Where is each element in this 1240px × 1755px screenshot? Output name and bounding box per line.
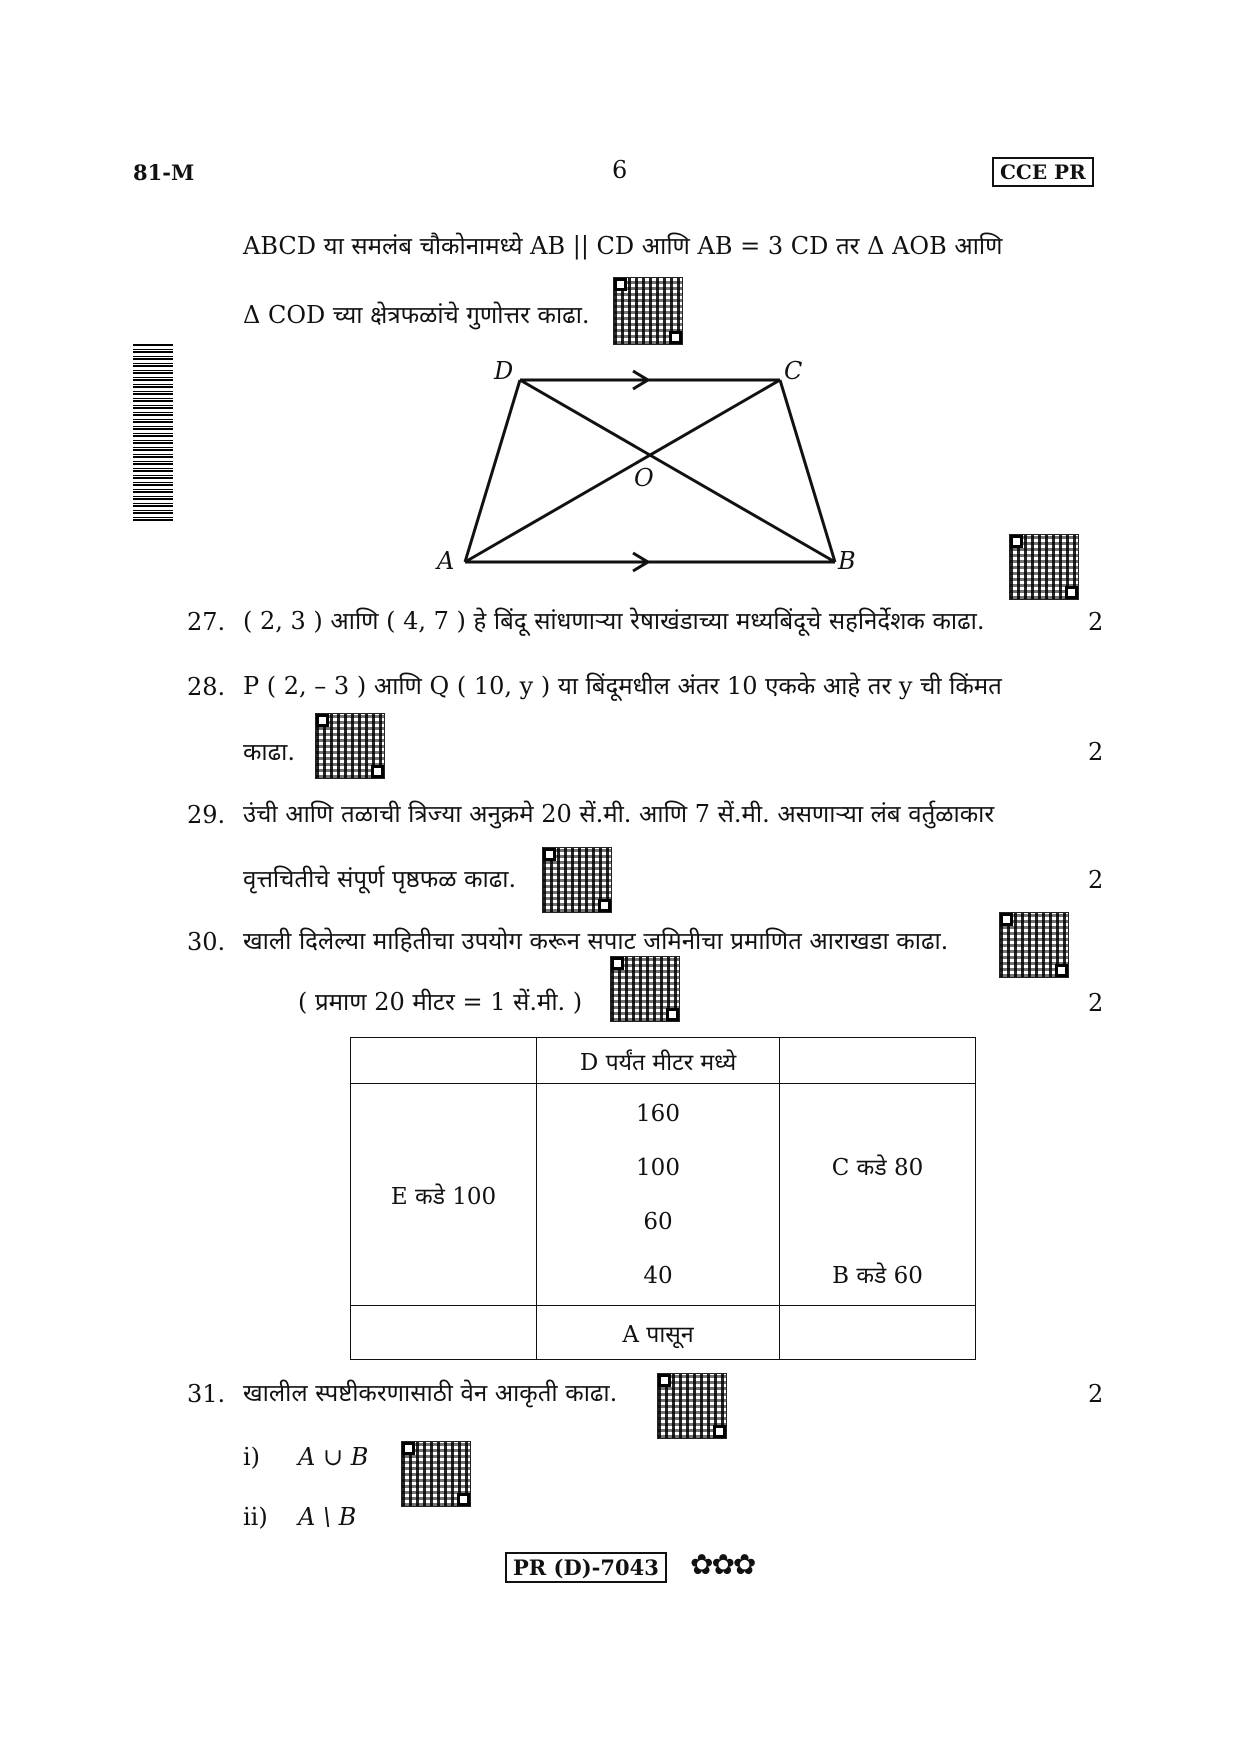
page-number: 6 — [612, 156, 628, 184]
q29-line2: वृत्तचितीचे संपूर्ण पृष्ठफळ काढा. — [243, 865, 517, 893]
qr-code-icon[interactable] — [658, 1374, 726, 1438]
q26-line2: Δ COD च्या क्षेत्रफळांचे गुणोत्तर काढा. — [243, 301, 590, 329]
q30-marks: 2 — [1088, 989, 1104, 1017]
label-a: A — [437, 547, 455, 575]
q27-number: 27. — [187, 608, 226, 636]
qr-code-icon[interactable] — [543, 848, 611, 912]
table-header-center: D पर्यंत मीटर मध्ये — [537, 1038, 780, 1084]
q31-number: 31. — [187, 1380, 226, 1408]
qr-code-icon[interactable] — [611, 957, 679, 1021]
q26-line1: ABCD या समलंब चौकोनामध्ये AB || CD आणि AB = 3 CD तर Δ AOB आणि — [243, 232, 1003, 260]
q31-text: खालील स्पष्टीकरणासाठी वेन आकृती काढा. — [243, 1379, 618, 1407]
q29-number: 29. — [187, 801, 226, 829]
q31-part-i-label: i) — [243, 1443, 261, 1471]
right-offset-c: C कडे 80 — [831, 1154, 924, 1181]
q28-number: 28. — [187, 673, 226, 701]
q31-part-ii-expr: A \ B — [298, 1503, 357, 1531]
paper-code: 81-M — [133, 160, 195, 185]
qr-code-icon[interactable] — [316, 714, 384, 778]
table-footer-right — [780, 1306, 976, 1360]
distance-160: 160 — [636, 1100, 680, 1127]
label-b: B — [838, 547, 856, 575]
qr-code-icon[interactable] — [1000, 913, 1068, 977]
label-o: O — [634, 464, 654, 492]
table-right-cell — [780, 1084, 976, 1306]
q27-marks: 2 — [1088, 608, 1104, 636]
q29-line1: उंची आणि तळाची त्रिज्या अनुक्रमे 20 सें.मी. आणि 7 सें.मी. असणाऱ्या लंब वर्तुळाकार — [243, 800, 995, 828]
q30-number: 30. — [187, 928, 226, 956]
table-center-cell — [537, 1084, 780, 1306]
distance-40: 40 — [643, 1262, 673, 1289]
q28-marks: 2 — [1088, 738, 1104, 766]
q29-marks: 2 — [1088, 866, 1104, 894]
flower-icon: ✿✿✿ — [690, 1548, 755, 1581]
footer-code: PR (D)-7043 — [505, 1552, 667, 1583]
q27-text: ( 2, 3 ) आणि ( 4, 7 ) हे बिंदू सांधणाऱ्या रेषाखंडाच्या मध्यबिंदूचे सहनिर्देशक काढा. — [243, 607, 985, 635]
q30-scale: ( प्रमाण 20 मीटर = 1 सें.मी. ) — [298, 988, 583, 1016]
trapezium-figure — [420, 355, 860, 585]
qr-code-icon[interactable] — [1010, 535, 1078, 599]
q30-line1: खाली दिलेल्या माहितीचा उपयोग करून सपाट जमिनीचा प्रमाणित आराखडा काढा. — [243, 927, 949, 955]
table-header-right — [780, 1038, 976, 1084]
table-footer-left — [351, 1306, 537, 1360]
label-d: D — [494, 357, 514, 385]
distance-60: 60 — [643, 1208, 673, 1235]
qr-code-icon[interactable] — [402, 1442, 470, 1506]
q28-line2: काढा. — [243, 738, 296, 766]
table-left-cell: E कडे 100 — [351, 1084, 537, 1306]
survey-table — [350, 1037, 976, 1360]
label-c: C — [784, 357, 803, 385]
barcode — [133, 343, 173, 521]
q31-marks: 2 — [1088, 1380, 1104, 1408]
table-header-left — [351, 1038, 537, 1084]
paper-badge: CCE PR — [992, 157, 1094, 187]
qr-code-icon[interactable] — [614, 278, 682, 344]
q31-part-i-expr: A ∪ B — [298, 1443, 369, 1471]
right-offset-b: B कडे 60 — [832, 1262, 923, 1289]
q31-part-ii-label: ii) — [243, 1503, 268, 1531]
q28-line1: P ( 2, – 3 ) आणि Q ( 10, y ) या बिंदूमधील अंतर 10 एकके आहे तर y ची किंमत — [243, 672, 1002, 700]
distance-100: 100 — [636, 1154, 680, 1181]
table-footer-center: A पासून — [537, 1306, 780, 1360]
